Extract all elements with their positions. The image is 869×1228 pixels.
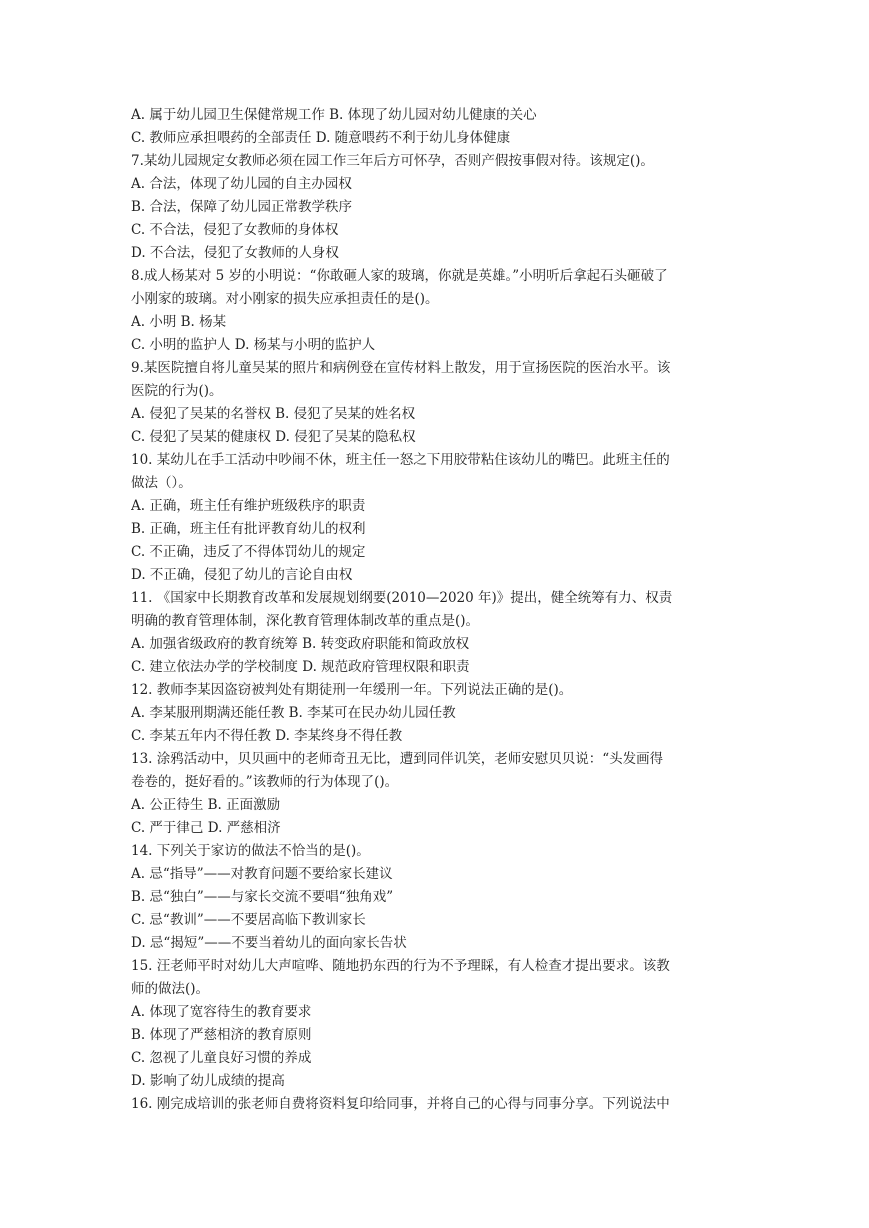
question-7-option-d: D. 不合法，侵犯了女教师的人身权 [131, 245, 339, 261]
question-9-stem-cont: 医院的行为()。 [131, 383, 223, 399]
question-10-option-b: B. 正确，班主任有批评教育幼儿的权利 [131, 521, 366, 537]
question-9-stem: 9.某医院擅自将儿童吴某的照片和病例登在宣传材料上散发，用于宣扬医院的医治水平。该 [131, 360, 671, 376]
question-12-stem: 12. 教师李某因盗窃被判处有期徒刑一年缓刑一年。下列说法正确的是()。 [131, 682, 573, 698]
question-15-option-b: B. 体现了严慈相济的教育原则 [131, 1027, 312, 1043]
text-line: A. 属于幼儿园卫生保健常规工作 B. 体现了幼儿园对幼儿健康的关心 [131, 107, 537, 123]
question-7-option-b: B. 合法，保障了幼儿园正常教学秩序 [131, 199, 353, 215]
text-line: C. 教师应承担喂药的全部责任 D. 随意喂药不利于幼儿身体健康 [131, 130, 511, 146]
question-12-options-ab: A. 李某服刑期满还能任教 B. 李某可在民办幼儿园任教 [131, 705, 456, 721]
question-9-options-ab: A. 侵犯了吴某的名誉权 B. 侵犯了吴某的姓名权 [131, 406, 416, 422]
question-15-stem: 15. 汪老师平时对幼儿大声喧哗、随地扔东西的行为不予理睬，有人检查才提出要求。该教 [131, 958, 670, 974]
question-14-option-c: C. 忌“教训”——不要居高临下教训家长 [131, 912, 366, 928]
question-10-option-a: A. 正确，班主任有维护班级秩序的职责 [131, 498, 366, 514]
question-15-option-c: C. 忽视了儿童良好习惯的养成 [131, 1050, 312, 1066]
question-10-stem: 10. 某幼儿在手工活动中吵闹不休，班主任一怒之下用胶带粘住该幼儿的嘴巴。此班主任的 [131, 452, 670, 468]
question-8-options-ab: A. 小明 B. 杨某 [131, 314, 227, 330]
question-8-options-cd: C. 小明的监护人 D. 杨某与小明的监护人 [131, 337, 376, 353]
question-12-options-cd: C. 李某五年内不得任教 D. 李某终身不得任教 [131, 728, 403, 744]
question-7-option-c: C. 不合法，侵犯了女教师的身体权 [131, 222, 339, 238]
question-14-option-d: D. 忌“揭短”——不要当着幼儿的面向家长告状 [131, 935, 407, 951]
question-9-options-cd: C. 侵犯了吴某的健康权 D. 侵犯了吴某的隐私权 [131, 429, 416, 445]
document-text-body [131, 104, 743, 1116]
question-15-option-a: A. 体现了宽容待生的教育要求 [131, 1004, 312, 1020]
question-13-options-cd: C. 严于律己 D. 严慈相济 [131, 820, 281, 836]
question-16-stem: 16. 刚完成培训的张老师自费将资料复印给同事，并将自己的心得与同事分享。下列说法中 [131, 1096, 670, 1112]
question-11-stem-cont: 明确的教育管理体制，深化教育管理体制改革的重点是()。 [131, 613, 480, 629]
question-13-stem: 13. 涂鸦活动中，贝贝画中的老师奇丑无比，遭到同伴讥笑，老师安慰贝贝说：“头发画得 [131, 751, 664, 767]
question-8-stem: 8.成人杨某对 5 岁的小明说：“你敢砸人家的玻璃，你就是英雄。”小明听后拿起石头砸破了 [131, 268, 668, 284]
question-14-stem: 14. 下列关于家访的做法不恰当的是()。 [131, 843, 370, 859]
question-11-options-cd: C. 建立依法办学的学校制度 D. 规范政府管理权限和职责 [131, 659, 470, 675]
question-14-option-a: A. 忌“指导”——对教育问题不要给家长建议 [131, 866, 393, 882]
question-11-stem: 11. 《国家中长期教育改革和发展规划纲要(2010—2020 年)》提出，健全统筹有力、权责 [131, 590, 673, 606]
question-10-option-c: C. 不正确，违反了不得体罚幼儿的规定 [131, 544, 366, 560]
question-10-option-d: D. 不正确，侵犯了幼儿的言论自由权 [131, 567, 353, 583]
question-8-stem-cont: 小刚家的玻璃。对小刚家的损失应承担责任的是()。 [131, 291, 439, 307]
question-7-stem: 7.某幼儿园规定女教师必须在园工作三年后方可怀孕，否则产假按事假对待。该规定()。 [131, 153, 654, 169]
question-15-stem-cont: 师的做法()。 [131, 981, 210, 997]
question-10-stem-cont: 做法（）。 [131, 475, 192, 491]
question-13-stem-cont: 卷卷的，挺好看的。”该教师的行为体现了()。 [131, 774, 399, 790]
question-7-option-a: A. 合法，体现了幼儿园的自主办园权 [131, 176, 352, 192]
question-11-options-ab: A. 加强省级政府的教育统筹 B. 转变政府职能和简政放权 [131, 636, 470, 652]
question-14-option-b: B. 忌“独白”——与家长交流不要唱“独角戏” [131, 889, 394, 905]
question-15-option-d: D. 影响了幼儿成绩的提高 [131, 1073, 285, 1089]
question-13-options-ab: A. 公正待生 B. 正面激励 [131, 797, 281, 813]
